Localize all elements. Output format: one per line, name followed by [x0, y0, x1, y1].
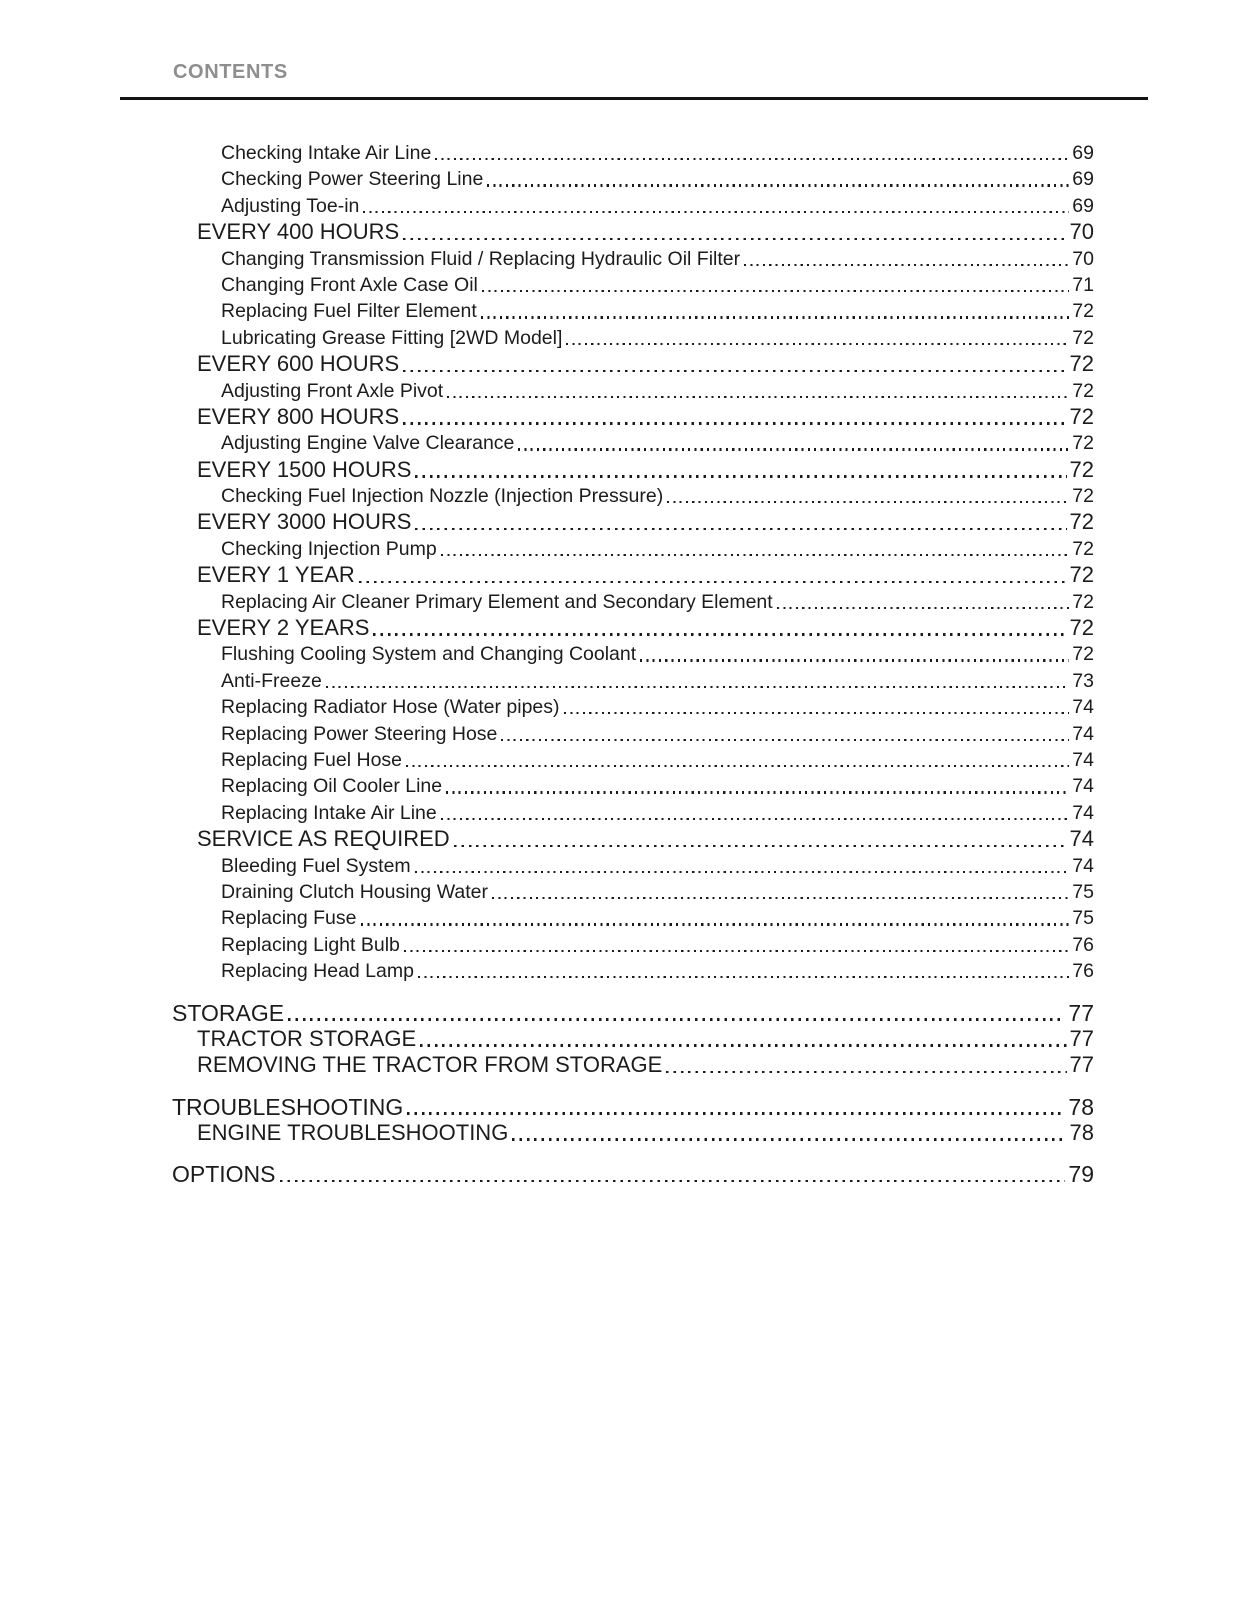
- toc-entry: [172, 853, 1094, 879]
- toc-entry-page: 72: [1069, 509, 1094, 535]
- toc-entry: [172, 483, 1094, 509]
- toc-entry-label: Flushing Cooling System and Changing Coolant: [221, 643, 637, 666]
- toc-entry-label: Draining Clutch Housing Water: [221, 880, 488, 903]
- toc-entry-page: 78: [1068, 1093, 1094, 1120]
- toc-entry-label: Checking Power Steering Line: [221, 168, 484, 191]
- toc-entry: [172, 536, 1094, 562]
- toc-section: [172, 1161, 1094, 1187]
- toc-entry-page: 74: [1072, 722, 1094, 745]
- toc-section: [172, 1000, 1094, 1079]
- toc-entry-label: Replacing Fuel Filter Element: [221, 300, 477, 323]
- dot-leader: [501, 739, 1069, 741]
- toc-entry-label: Replacing Light Bulb: [221, 933, 400, 956]
- toc-entry: [172, 879, 1094, 905]
- toc-entry-label: Replacing Intake Air Line: [221, 801, 437, 824]
- toc-entry: [172, 668, 1094, 694]
- dot-leader: [435, 158, 1069, 160]
- toc-entry-label: STORAGE: [172, 999, 285, 1026]
- toc-entry-page: 74: [1072, 696, 1094, 719]
- toc-entry: [172, 800, 1094, 826]
- toc-entry-label: Adjusting Engine Valve Clearance: [221, 432, 515, 455]
- toc-entry-label: EVERY 800 HOURS: [197, 403, 400, 429]
- toc-entry: [172, 1000, 1094, 1026]
- dot-leader: [326, 686, 1070, 688]
- dot-leader: [487, 184, 1069, 186]
- toc-entry-label: EVERY 3000 HOURS: [197, 509, 412, 535]
- dot-leader: [403, 370, 1066, 373]
- toc-entry-page: 71: [1072, 273, 1094, 296]
- toc-entry-label: Adjusting Front Axle Pivot: [221, 379, 444, 402]
- toc-entry-page: 72: [1072, 379, 1094, 402]
- toc-entry-page: 72: [1072, 537, 1094, 560]
- toc-entry-label: EVERY 2 YEARS: [197, 615, 370, 641]
- toc-entry: [172, 325, 1094, 351]
- dot-leader: [361, 923, 1070, 925]
- dot-leader: [492, 897, 1069, 899]
- toc-entry-label: Checking Injection Pump: [221, 537, 437, 560]
- dot-leader: [415, 475, 1066, 478]
- toc-entry-label: Replacing Head Lamp: [221, 960, 414, 983]
- dot-leader: [373, 633, 1066, 636]
- toc-entry: [172, 378, 1094, 404]
- dot-leader: [359, 581, 1067, 584]
- dot-leader: [403, 238, 1066, 241]
- toc-entry-label: Lubricating Grease Fitting [2WD Model]: [221, 326, 563, 349]
- dot-leader: [667, 501, 1069, 503]
- toc-entry-page: 76: [1072, 933, 1094, 956]
- toc-entry: [172, 826, 1094, 852]
- dot-leader: [441, 554, 1070, 556]
- toc-entry-page: 76: [1072, 960, 1094, 983]
- toc-entry-page: 72: [1069, 562, 1094, 588]
- dot-leader: [420, 1044, 1066, 1047]
- dot-leader: [666, 1071, 1066, 1074]
- dot-leader: [564, 712, 1070, 714]
- toc-entry-label: Anti-Freeze: [221, 669, 322, 692]
- header-rule: [120, 97, 1148, 100]
- toc-entry-label: EVERY 600 HOURS: [197, 351, 400, 377]
- toc-entry: [172, 351, 1094, 377]
- toc-entry: [172, 589, 1094, 615]
- dot-leader: [418, 976, 1069, 978]
- toc-entry-label: Checking Fuel Injection Nozzle (Injection Pressure): [221, 485, 664, 508]
- dot-leader: [415, 871, 1070, 873]
- toc-entry-label: Replacing Air Cleaner Primary Element and Secondary Element: [221, 590, 773, 613]
- toc-entry-page: 78: [1069, 1120, 1094, 1146]
- toc-entry: [172, 457, 1094, 483]
- dot-leader: [407, 1112, 1065, 1115]
- dot-leader: [447, 396, 1069, 398]
- toc-entry: [172, 509, 1094, 535]
- toc-entry-page: 77: [1069, 1025, 1094, 1051]
- dot-leader: [777, 607, 1070, 609]
- toc-entry: [172, 905, 1094, 931]
- page-header-title: CONTENTS: [173, 61, 288, 83]
- toc-entry: [172, 747, 1094, 773]
- toc-entry: [172, 272, 1094, 298]
- toc-entry-page: 74: [1072, 748, 1094, 771]
- toc-entry-page: 74: [1072, 801, 1094, 824]
- dot-leader: [566, 343, 1069, 345]
- dot-leader: [744, 264, 1069, 266]
- dot-leader: [288, 1018, 1065, 1021]
- toc-entry-label: EVERY 400 HOURS: [197, 219, 400, 245]
- dot-leader: [415, 528, 1066, 531]
- toc-entry-label: Adjusting Toe-in: [221, 194, 360, 217]
- toc-entry-label: EVERY 1 YEAR: [197, 562, 355, 588]
- toc-entry: [172, 1052, 1094, 1078]
- toc-entry-page: 72: [1069, 615, 1094, 641]
- toc-entry-label: Bleeding Fuel System: [221, 854, 411, 877]
- dot-leader: [446, 791, 1069, 793]
- toc-entry-page: 77: [1068, 999, 1094, 1026]
- toc-entry-label: Changing Transmission Fluid / Replacing Hydraulic Oil Filter: [221, 247, 741, 270]
- toc-entry: [172, 193, 1094, 219]
- toc-entry-page: 74: [1072, 775, 1094, 798]
- toc-entry-label: Checking Intake Air Line: [221, 142, 432, 164]
- toc-entry-page: 77: [1069, 1052, 1094, 1078]
- toc: [172, 140, 1094, 1188]
- toc-entry: [172, 246, 1094, 272]
- toc-entry: [172, 773, 1094, 799]
- toc-entry-page: 79: [1068, 1161, 1094, 1188]
- toc-entry: [172, 1120, 1094, 1146]
- toc-entry: [172, 958, 1094, 984]
- toc-entry-label: Replacing Power Steering Hose: [221, 722, 498, 745]
- toc-entry: [172, 219, 1094, 245]
- toc-entry-page: 72: [1069, 403, 1094, 429]
- toc-entry: [172, 932, 1094, 958]
- toc-entry-page: 75: [1072, 907, 1094, 930]
- toc-entry-label: OPTIONS: [172, 1161, 276, 1188]
- toc-entry-label: Replacing Fuel Hose: [221, 748, 403, 771]
- toc-entry-label: EVERY 1500 HOURS: [197, 456, 412, 482]
- toc-entry-label: ENGINE TROUBLESHOOTING: [197, 1120, 509, 1146]
- dot-leader: [482, 290, 1069, 292]
- toc-entry: [172, 562, 1094, 588]
- toc-entry-page: 74: [1069, 826, 1094, 852]
- toc-entry: [172, 721, 1094, 747]
- toc-entry-page: 70: [1072, 247, 1094, 270]
- toc-entry-page: 75: [1072, 880, 1094, 903]
- toc-entry: [172, 1094, 1094, 1120]
- dot-leader: [406, 765, 1069, 767]
- toc-entry-page: 72: [1072, 300, 1094, 323]
- dot-leader: [481, 316, 1070, 318]
- dot-leader: [518, 448, 1069, 450]
- dot-leader: [363, 211, 1069, 213]
- toc-entry-label: SERVICE AS REQUIRED: [197, 826, 450, 852]
- toc-entry-label: Replacing Radiator Hose (Water pipes): [221, 696, 560, 719]
- toc-entry-label: Replacing Oil Cooler Line: [221, 775, 443, 798]
- toc-entry-page: 74: [1072, 854, 1094, 877]
- toc-section: [172, 1094, 1094, 1147]
- toc-entry: [172, 615, 1094, 641]
- dot-leader: [280, 1180, 1066, 1183]
- dot-leader: [640, 659, 1069, 661]
- toc-entry-page: 72: [1072, 590, 1094, 613]
- toc-entry-page: 70: [1069, 219, 1094, 245]
- toc-entry-page: 72: [1069, 456, 1094, 482]
- toc-entry: [172, 166, 1094, 192]
- toc-entry-page: 69: [1072, 168, 1094, 191]
- toc-entry: [172, 140, 1094, 166]
- toc-entry-page: 72: [1072, 643, 1094, 666]
- toc-entry: [172, 404, 1094, 430]
- toc-entry: [172, 641, 1094, 667]
- toc-entry-label: REMOVING THE TRACTOR FROM STORAGE: [197, 1052, 663, 1078]
- toc-entry: [172, 694, 1094, 720]
- toc-entry: [172, 1161, 1094, 1187]
- toc-entry-page: 72: [1072, 485, 1094, 508]
- toc-entry-label: TRACTOR STORAGE: [197, 1025, 417, 1051]
- toc-section: [172, 140, 1094, 985]
- toc-entry-label: Changing Front Axle Case Oil: [221, 273, 478, 296]
- toc-entry-page: 69: [1072, 194, 1094, 217]
- toc-entry-label: TROUBLESHOOTING: [172, 1093, 404, 1120]
- toc-entry-label: Replacing Fuse: [221, 907, 357, 930]
- dot-leader: [454, 845, 1067, 848]
- dot-leader: [403, 422, 1066, 425]
- toc-entry: [172, 430, 1094, 456]
- toc-entry-page: 72: [1072, 432, 1094, 455]
- dot-leader: [512, 1138, 1066, 1141]
- toc-entry-page: 73: [1072, 669, 1094, 692]
- toc-entry-page: 69: [1072, 142, 1094, 164]
- toc-entry-page: 72: [1072, 326, 1094, 349]
- toc-entry: [172, 1026, 1094, 1052]
- dot-leader: [404, 950, 1069, 952]
- toc-entry-page: 72: [1069, 351, 1094, 377]
- dot-leader: [441, 818, 1070, 820]
- toc-entry: [172, 298, 1094, 324]
